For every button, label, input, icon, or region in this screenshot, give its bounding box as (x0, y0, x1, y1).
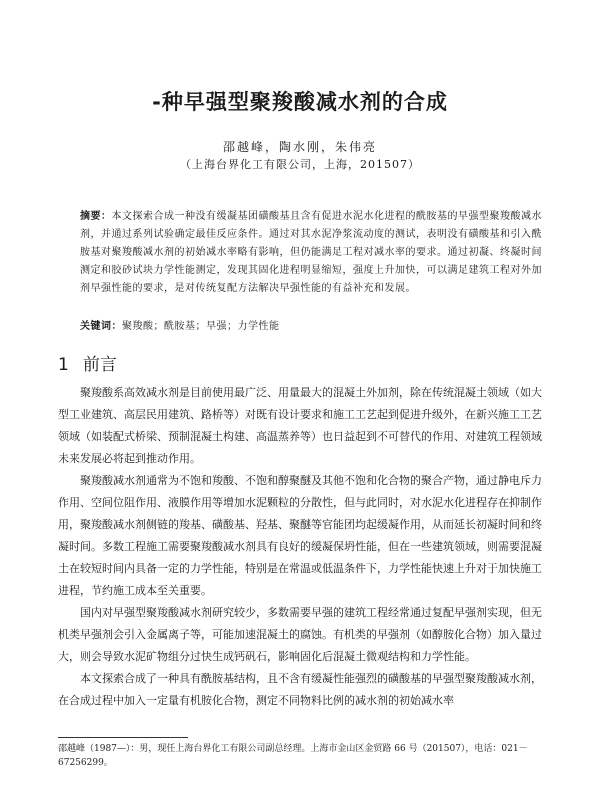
paragraph: 聚羧酸系高效减水剂是目前使用最广泛、用量最大的混凝土外加剂，除在传统混凝土领域（如大型工业建筑、高层民用建筑、路桥等）对既有设计要求和施工工艺起到促进升级外，在新兴施工工艺领域（如装配式桥梁、预制混凝土构建、高温蒸养等）也日益起到不可替代的作用、对建筑工程领域未来发展必将起到推动作用。 (58, 386, 542, 465)
section-title: 前言 (82, 355, 117, 375)
paper-title: -种早强型聚羧酸减水剂的合成 (152, 90, 448, 114)
paragraph: 本文探索合成了一种具有酰胺基结构，且不含有缓凝性能强烈的磺酸基的早强型聚羧酸减水剂，在合成过程中加入一定量有机胺化合物，测定不同物料比例的减水剂的初始减水率 (58, 672, 542, 707)
abstract (80, 208, 542, 298)
abstract-text: 本文探索合成一种没有缓凝基团磺酸基且含有促进水泥水化进程的酰胺基的早强型聚羧酸减水剂，并通过系列试验确定最佳反应条件。通过对其水泥净浆流动度的测试，表明没有磺酸基和引入酰胺基对聚羧酸减水剂的初始减水率略有影响，但仍能满足工程对减水率的要求。通过初凝、终凝时间测定和胶砂试块力学性能测定，发现其固化进程明显缩短，强度上升加快，可以满足建筑工程对外加剂早强性能的要求，是对传统复配方法解决早强性能的有益补充和发展。 (80, 211, 542, 294)
footnote: 邵越峰（1987—）：男，现任上海台界化工有限公司副总经理。上海市金山区金贸路 66 号（201507），电话：021－67256299。 (58, 744, 528, 768)
affiliation: （上海台界化工有限公司，上海，201507） (180, 158, 420, 171)
keywords (80, 318, 542, 336)
section-number: 1 (58, 355, 69, 375)
paragraph: 国内对早强型聚羧酸减水剂研究较少，多数需要早强的建筑工程经常通过复配早强剂实现，但无机类早强剂会引入金属离子等，可能加速混凝土的腐蚀。有机类的早强剂（如醇胺化合物）加入量过大，则会导致水泥矿物组分过快生成钙矾石，影响固化后混凝土微观结构和力学性能。 (58, 606, 542, 663)
section-heading (58, 350, 117, 375)
author-list: 邵越峰，陶水刚，朱伟亮 (222, 140, 377, 154)
paragraph: 聚羧酸减水剂通常为不饱和羧酸、不饱和醇聚醚及其他不饱和化合物的聚合产物，通过静电斥力作用、空间位阻作用、液膜作用等增加水泥颗粒的分散性，但与此同时，对水泥水化进程存在抑制作用，聚羧酸减水剂侧链的羧基、磺酸基、羟基、聚醚等官能团均起缓凝作用，从而延长初凝时间和终凝时间。多数工程施工需要聚羧酸减水剂具有良好的缓凝保坍性能，但在一些建筑领域，则需要混凝土在较短时间内具备一定的力学性能，特别是在常温或低温条件下，力学性能快速上升对于加快施工进程，节约施工成本至关重要。 (58, 474, 542, 597)
footnote-divider (58, 737, 188, 738)
keywords-label: 关键词： (80, 321, 122, 332)
body-text (58, 382, 542, 712)
abstract-label: 摘要： (80, 211, 112, 222)
keywords-text: 聚羧酸；酰胺基；早强；力学性能 (122, 321, 280, 332)
